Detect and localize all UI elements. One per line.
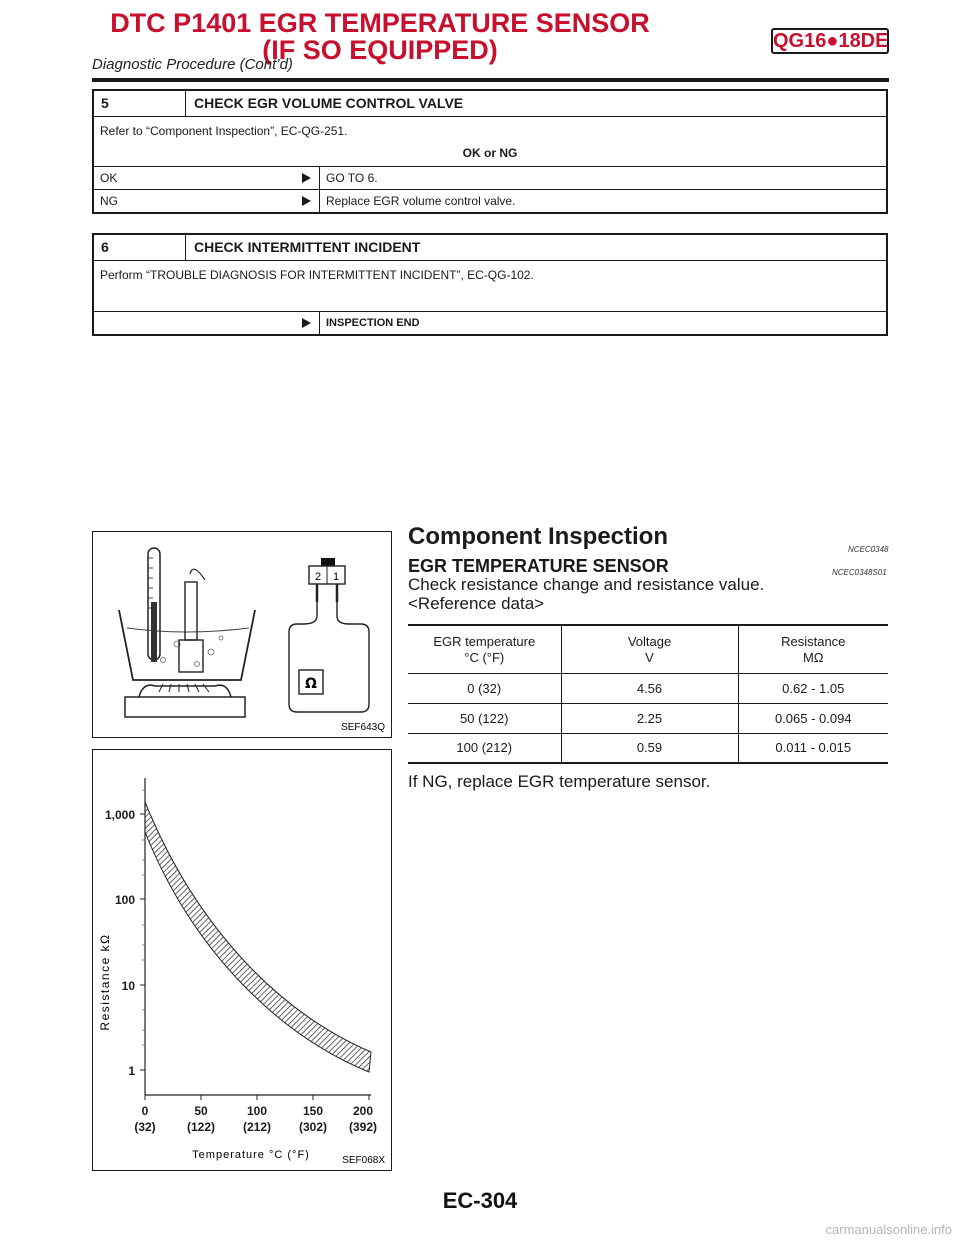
y-tick-100: 100 [114, 893, 135, 907]
table-header-row [408, 625, 888, 673]
step-5-header [94, 91, 886, 117]
step-5-body [94, 117, 886, 166]
step-5-box [92, 89, 888, 214]
x-tick-0: 0 [141, 1104, 149, 1118]
x-tick-200: 200 [352, 1104, 374, 1118]
step-5-row-ok-key: OK [100, 171, 118, 185]
x-tick-50: 50 [194, 1104, 208, 1118]
step-6-box [92, 233, 888, 336]
step-5-number: 5 [94, 91, 186, 116]
ohm-icon: Ω [305, 676, 317, 692]
figure-1-code: SEF643Q [341, 722, 385, 733]
step-6-text: Perform “TROUBLE DIAGNOSIS FOR INTERMITTENT INCIDENT”, EC-QG-102. [100, 268, 534, 282]
header-rule [92, 78, 889, 82]
arrow-right-icon [302, 318, 311, 328]
figure-resistance-curve [92, 749, 392, 1171]
cell-temperature: 0 (32) [408, 673, 561, 703]
page-title-line2: (IF SO EQUIPPED) [262, 35, 498, 65]
step-5-row-ng-value: Replace EGR volume control valve. [319, 190, 886, 212]
connector-pin-2: 2 [314, 571, 322, 583]
table-row [408, 703, 888, 733]
arrow-right-icon [302, 173, 311, 183]
cell-temperature: 100 (212) [408, 733, 561, 763]
step-6-row-result [94, 311, 886, 334]
cell-resistance: 0.011 - 0.015 [738, 733, 888, 763]
reference-label: <Reference data> [408, 594, 545, 613]
step-5-question: OK or NG [462, 146, 518, 160]
figure-2-code: SEF068X [342, 1155, 385, 1166]
test-setup-illustration [93, 532, 391, 737]
col-header-temperature: EGR temperature °C (°F) [408, 625, 561, 673]
cell-resistance: 0.62 - 1.05 [738, 673, 888, 703]
x-tick-150-f: (302) [298, 1120, 328, 1134]
x-tick-50-f: (122) [186, 1120, 216, 1134]
x-axis-label: Temperature °C (°F) [192, 1149, 310, 1161]
cell-voltage: 2.25 [561, 703, 738, 733]
ng-note: If NG, replace EGR temperature sensor. [408, 772, 711, 791]
resistance-curve-chart [93, 750, 391, 1170]
instruction-line: Check resistance change and resistance value. [408, 575, 765, 594]
watermark: carmanualsonline.info [825, 1222, 952, 1237]
y-axis-label: Resistance kΩ [98, 933, 112, 1031]
instruction-text [408, 575, 764, 613]
step-5-row-ok-value: GO TO 6. [319, 167, 886, 189]
cell-voltage: 0.59 [561, 733, 738, 763]
x-tick-100: 100 [246, 1104, 268, 1118]
section-title: Component Inspection [408, 523, 668, 550]
y-tick-1000: 1,000 [104, 808, 135, 822]
step-5-row-ok [94, 166, 886, 189]
table-row [408, 733, 888, 763]
engine-code-badge: QG16●18DE [773, 30, 889, 52]
connector-pin-1: 1 [332, 571, 340, 583]
step-6-result: INSPECTION END [319, 312, 886, 334]
y-tick-1: 1 [128, 1064, 135, 1078]
section-subtitle: Diagnostic Procedure (Cont’d) [92, 56, 293, 73]
page-number: EC-304 [442, 1188, 518, 1213]
page-title-line1: DTC P1401 EGR TEMPERATURE SENSOR [110, 8, 650, 38]
y-tick-10: 10 [121, 979, 135, 993]
step-5-row-ng [94, 189, 886, 212]
step-6-header [94, 235, 886, 261]
cell-voltage: 4.56 [561, 673, 738, 703]
step-5-row-ng-key: NG [100, 194, 118, 208]
arrow-right-icon [302, 196, 311, 206]
step-6-number: 6 [94, 235, 186, 260]
reference-table [408, 624, 888, 764]
section-code: NCEC0348 [848, 545, 889, 554]
x-tick-150: 150 [302, 1104, 324, 1118]
step-6-title: CHECK INTERMITTENT INCIDENT [194, 239, 421, 255]
subsection-title: EGR TEMPERATURE SENSOR [408, 556, 669, 576]
figure-test-setup [92, 531, 392, 738]
col-header-voltage: Voltage V [561, 625, 738, 673]
x-tick-0-f: (32) [134, 1120, 156, 1134]
step-6-body [94, 261, 886, 311]
table-row [408, 673, 888, 703]
subsection-code: NCEC0348S01 [832, 568, 887, 577]
step-5-title: CHECK EGR VOLUME CONTROL VALVE [194, 95, 464, 111]
cell-temperature: 50 (122) [408, 703, 561, 733]
col-header-resistance: Resistance MΩ [738, 625, 888, 673]
x-tick-100-f: (212) [242, 1120, 272, 1134]
cell-resistance: 0.065 - 0.094 [738, 703, 888, 733]
step-5-text: Refer to “Component Inspection”, EC-QG-251. [100, 124, 348, 138]
x-tick-200-f: (392) [348, 1120, 378, 1134]
